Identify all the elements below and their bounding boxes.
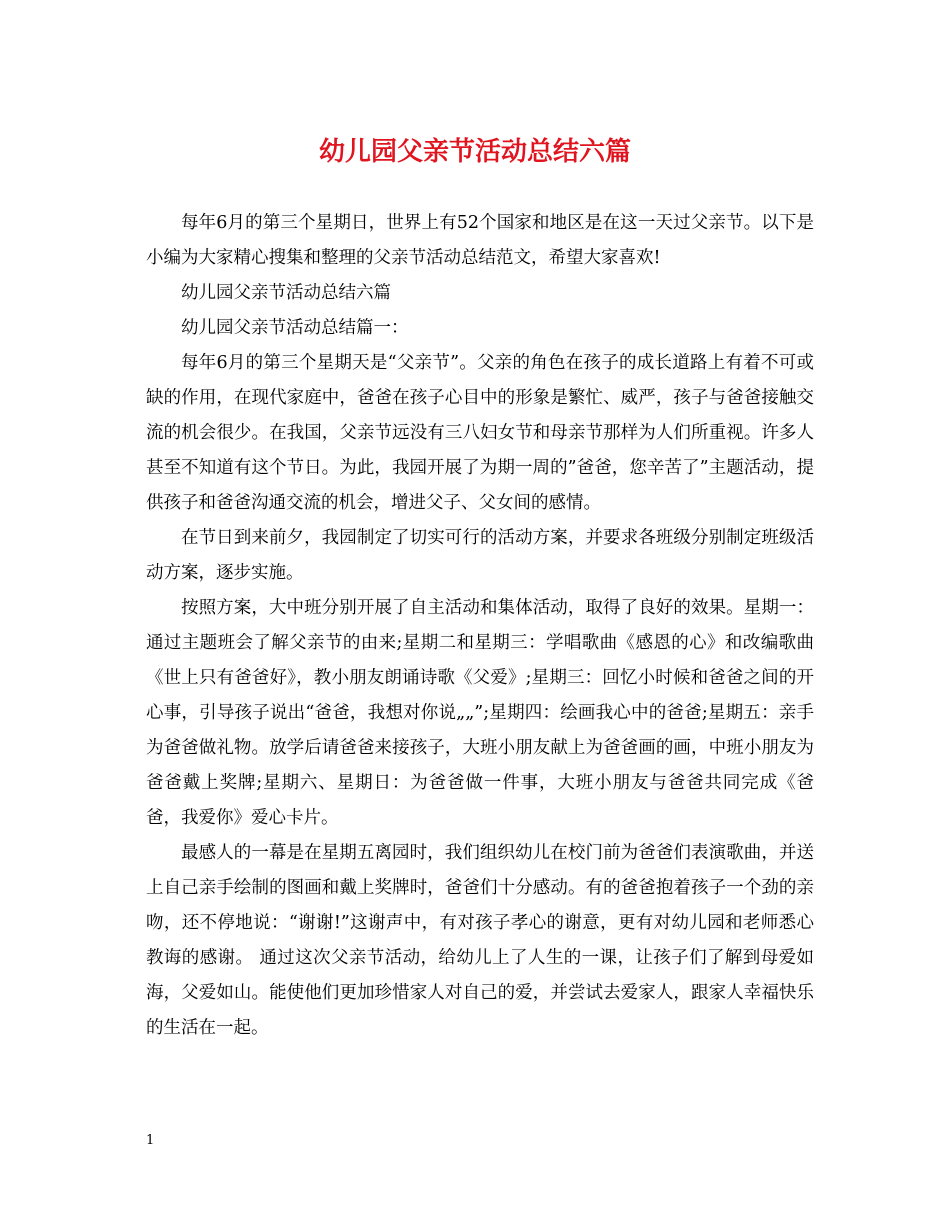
paragraph-body: 在节日到来前夕，我园制定了切实可行的活动方案，并要求各班级分别制定班级活动方案，逐步实施。 [146,528,814,583]
paragraph-section-heading: 幼儿园父亲节活动总结篇一： [181,318,409,338]
paragraph-body: 按照方案，大中班分别开展了自主活动和集体活动，取得了良好的效果。星期一：通过主题班会了解父亲节的由来;星期二和星期三：学唱歌曲《感恩的心》和改编歌曲《世上只有爸爸好》，教小朋友朗诵诗歌《父爱》;星期三：回忆小时候和爸爸之间的开心事，引导孩子说出“爸爸，我想对你说„„”;星期四：绘画我心中的爸爸;星期五：亲手为爸爸做礼物。放学后请爸爸来接孩子，大班小朋友献上为爸爸画的画，中班小朋友为爸爸戴上奖牌;星期六、星期日：为爸爸做一件事，大班小朋友与爸爸共同完成《爸爸，我爱你》爱心卡片。 [146,598,814,828]
paragraph-body: 每年6月的第三个星期天是“父亲节”。父亲的角色在孩子的成长道路上有着不可或缺的作用，在现代家庭中，爸爸在孩子心目中的形象是繁忙、威严，孩子与爸爸接触交流的机会很少。在我国，父亲节远没有三八妇女节和母亲节那样为人们所重视。许多人甚至不知道有这个节日。为此，我园开展了为期一周的”爸爸，您辛苦了”主题活动，提供孩子和爸爸沟通交流的机会，增进父子、父女间的感情。 [146,353,814,513]
page-number: 1 [146,1133,155,1148]
document-title: 幼儿园父亲节活动总结六篇 [318,137,631,167]
paragraph-body: 最感人的一幕是在星期五离园时，我们组织幼儿在校门前为爸爸们表演歌曲，并送上自己亲手绘制的图画和戴上奖牌时，爸爸们十分感动。有的爸爸抱着孩子一个劲的亲吻，还不停地说：“谢谢!”这谢声中，有对孩子孝心的谢意，更有对幼儿园和老师悉心教诲的感谢。 通过这次父亲节活动，给幼儿上了人生的一课，让孩子们了解到母爱如海，父爱如山。能使他们更加珍惜家人对自己的爱，并尝试去爱家人，跟家人幸福快乐的生活在一起。 [146,843,814,1038]
paragraph-intro: 每年6月的第三个星期日，世界上有52个国家和地区是在这一天过父亲节。以下是小编为大家精心搜集和整理的父亲节活动总结范文，希望大家喜欢! [146,213,814,268]
paragraph-subtitle: 幼儿园父亲节活动总结六篇 [181,283,391,303]
document-body [146,206,814,1046]
